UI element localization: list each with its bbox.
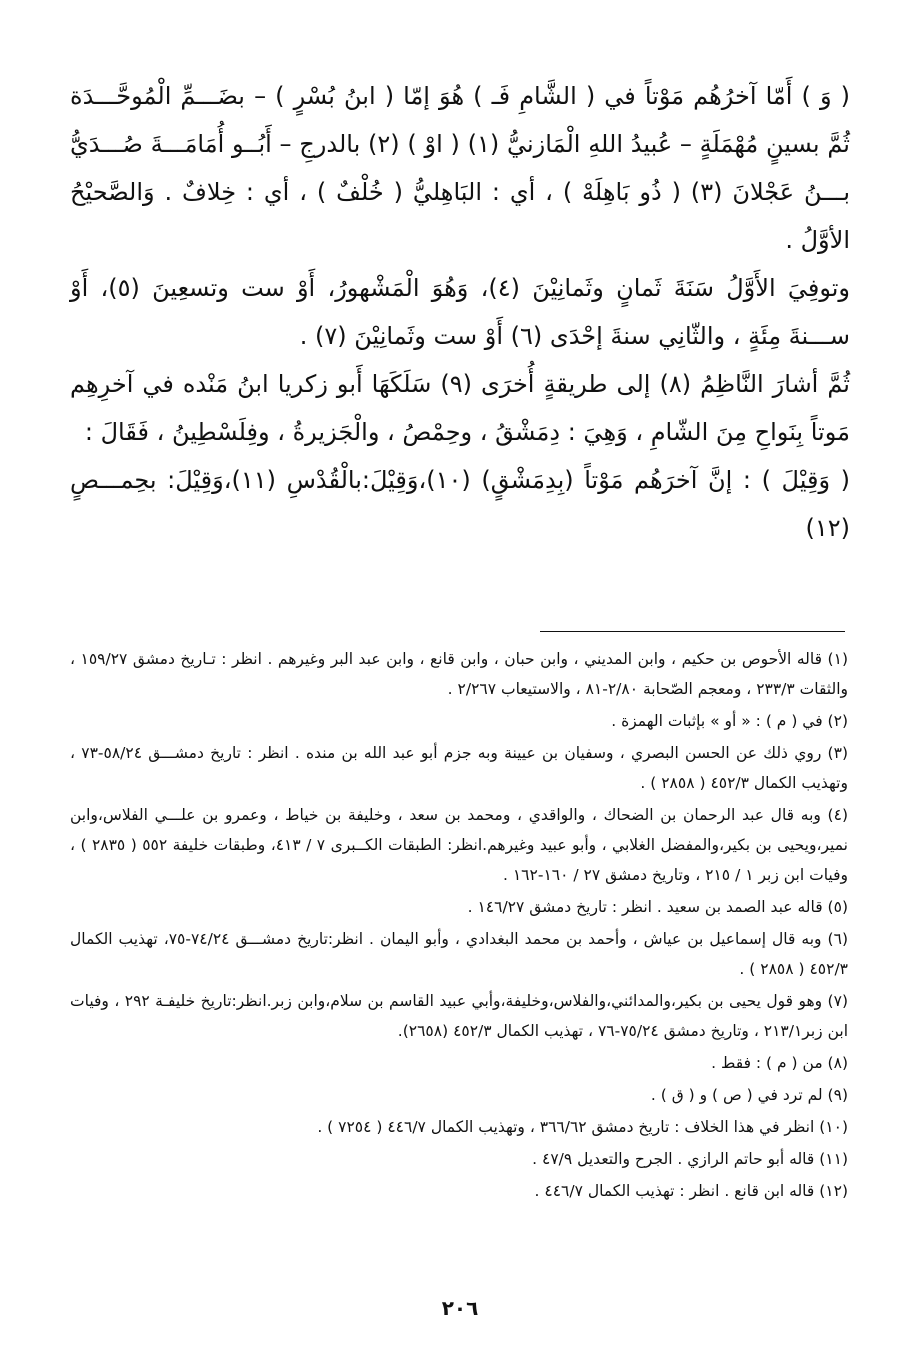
footnote-8: (٨) من ( م ) : فقط .	[711, 1054, 848, 1072]
footnote-1: (١) قاله الأحوص بن حكيم ، وابن المديني ، وابن حبان ، وابن قانع ، وابن عبد البر وغيرهم . انظر : تـاريخ دمشق ١٥٩/٢٧ ، والثقات ٢٣٣/٣ ، ومعجم الصّحابة ٢/٨٠-٨١ ، والاستيعاب ٢/٢٦٧ .	[70, 650, 848, 698]
paragraph-1: ( وَ ) أَمّا آخرُهُم مَوْتاً في ( الشَّامِ فَـ ) هُوَ إمّا ( ابنُ بُسْرٍ ) – بضَـــمِّ الْمُوحَّـــدَة ثُمَّ بسينٍ مُهْمَلَةٍ – عُبيدُ اللهِ الْمَازنيُّ (١) ( اوْ ) (٢) بالدرجِ – أَبُــو أُمَامَـــةَ صُـــدَيُّ بـــنُ عَجْلانَ (٣) ( ذُو بَاهِلَهْ ) ، أي : البَاهِليُّ ( خُلْفٌ ) ، أي : خِلافٌ . وَالصَّحيْحُ الأوَّلُ .	[70, 82, 851, 254]
footnotes	[70, 644, 848, 1208]
footnote-2: (٢) في ( م ) : « أو » بإثبات الهمزة .	[611, 712, 848, 730]
page-number: ٢٠٦	[441, 1296, 479, 1320]
footnote-10: (١٠) انظر في هذا الخلاف : تاريخ دمشق ٣٦٦/٦٢ ، وتهذيب الكمال ٤٤٦/٧ ( ٧٢٥٤ ) .	[317, 1118, 848, 1136]
footnote-7: (٧) وهو قول يحيى بن بكير،والمدائني،والفلاس،وخليفة،وأبي عبيد القاسم بن سلام،وابن زبر.انظر:تاريخ خليفـة ٢٩٢ ، وفيات ابن زبر٢١٣/١ ، وتاريخ دمشق ٧٥/٢٤-٧٦ ، تهذيب الكمال ٤٥٢/٣ (٢٦٥٨).	[70, 992, 848, 1040]
footnote-12: (١٢) قاله ابن قانع . انظر : تهذيب الكمال ٤٤٦/٧ .	[534, 1182, 848, 1200]
paragraph-3: ثُمَّ أشارَ النَّاظِمُ (٨) إلى طريقةٍ أُخرَى (٩) سَلَكَهَا أَبو زكريا ابنُ مَنْده في آخرِهِم مَوتاً بِنَواحِ مِنَ الشّامِ ، وَهِيَ : دِمَشْقُ ، وحِمْصُ ، والْجَزيرةُ ، وفِلَسْطِينُ ، فَقَالَ :	[70, 370, 850, 446]
footnote-6: (٦) وبه قال إسماعيل بن عياش ، وأحمد بن محمد البغدادي ، وأبو اليمان . انظر:تاريخ دمشـــق ٧٤/٢٤-٧٥، تهذيب الكمال ٤٥٢/٣ ( ٢٨٥٨ ) .	[70, 930, 848, 978]
footnote-4: (٤) وبه قال عبد الرحمان بن الضحاك ، والواقدي ، ومحمد بن سعد ، وخليفة بن خياط ، وعمرو بن علـــي الفلاس،وابن نمير،ويحيى بن بكير،والمفضل الغلابي ، وأبو عبيد وغيرهم.انظر: الطبقات الكــبرى ٧ / ٤١٣، وطبقات خليفة ٥٥٢ ( ٢٨٣٥ ) ، وفيات ابن زبر ١ / ٢١٥ ، وتاريخ دمشق ٢٧ / ١٦٠-١٦٢ .	[70, 806, 848, 884]
main-text	[70, 72, 850, 552]
footnote-5: (٥) قاله عبد الصمد بن سعيد . انظر : تاريخ دمشق ١٤٦/٢٧ .	[467, 898, 848, 916]
footnote-divider	[540, 631, 845, 632]
footnote-11: (١١) قاله أبو حاتم الرازي . الجرح والتعديل ٤٧/٩ .	[532, 1150, 848, 1168]
footnote-9: (٩) لم ترد في ( ص ) و ( ق ) .	[650, 1086, 848, 1104]
footnote-3: (٣) روي ذلك عن الحسن البصري ، وسفيان بن عيينة وبه جزم أبو عبد الله بن منده . انظر : تاريخ دمشـــق ٥٨/٢٤-٧٣ ، وتهذيب الكمال ٤٥٢/٣ ( ٢٨٥٨ ) .	[70, 744, 848, 792]
paragraph-2: وتوفِيَ الأَوَّلُ سَنَةَ ثَمانٍ وثَمانِيْنَ (٤)، وَهُوَ الْمَشْهورُ، أَوْ ست وتسعِينَ (٥)، أَوْ ســـنةَ مِئَةٍ ، والثّانِي سنةَ إحْدَى (٦) أَوْ ست وثَمانِيْنَ (٧) .	[70, 274, 850, 350]
paragraph-4: ( وَقِيْلَ ) : إنَّ آخرَهُم مَوْتاً (بِدِمَشْقٍ) (١٠)،وَقِيْلَ:بالْقُدْسِ (١١)،وَقِيْلَ: بحِمـــصٍ (١٢)	[70, 466, 850, 542]
